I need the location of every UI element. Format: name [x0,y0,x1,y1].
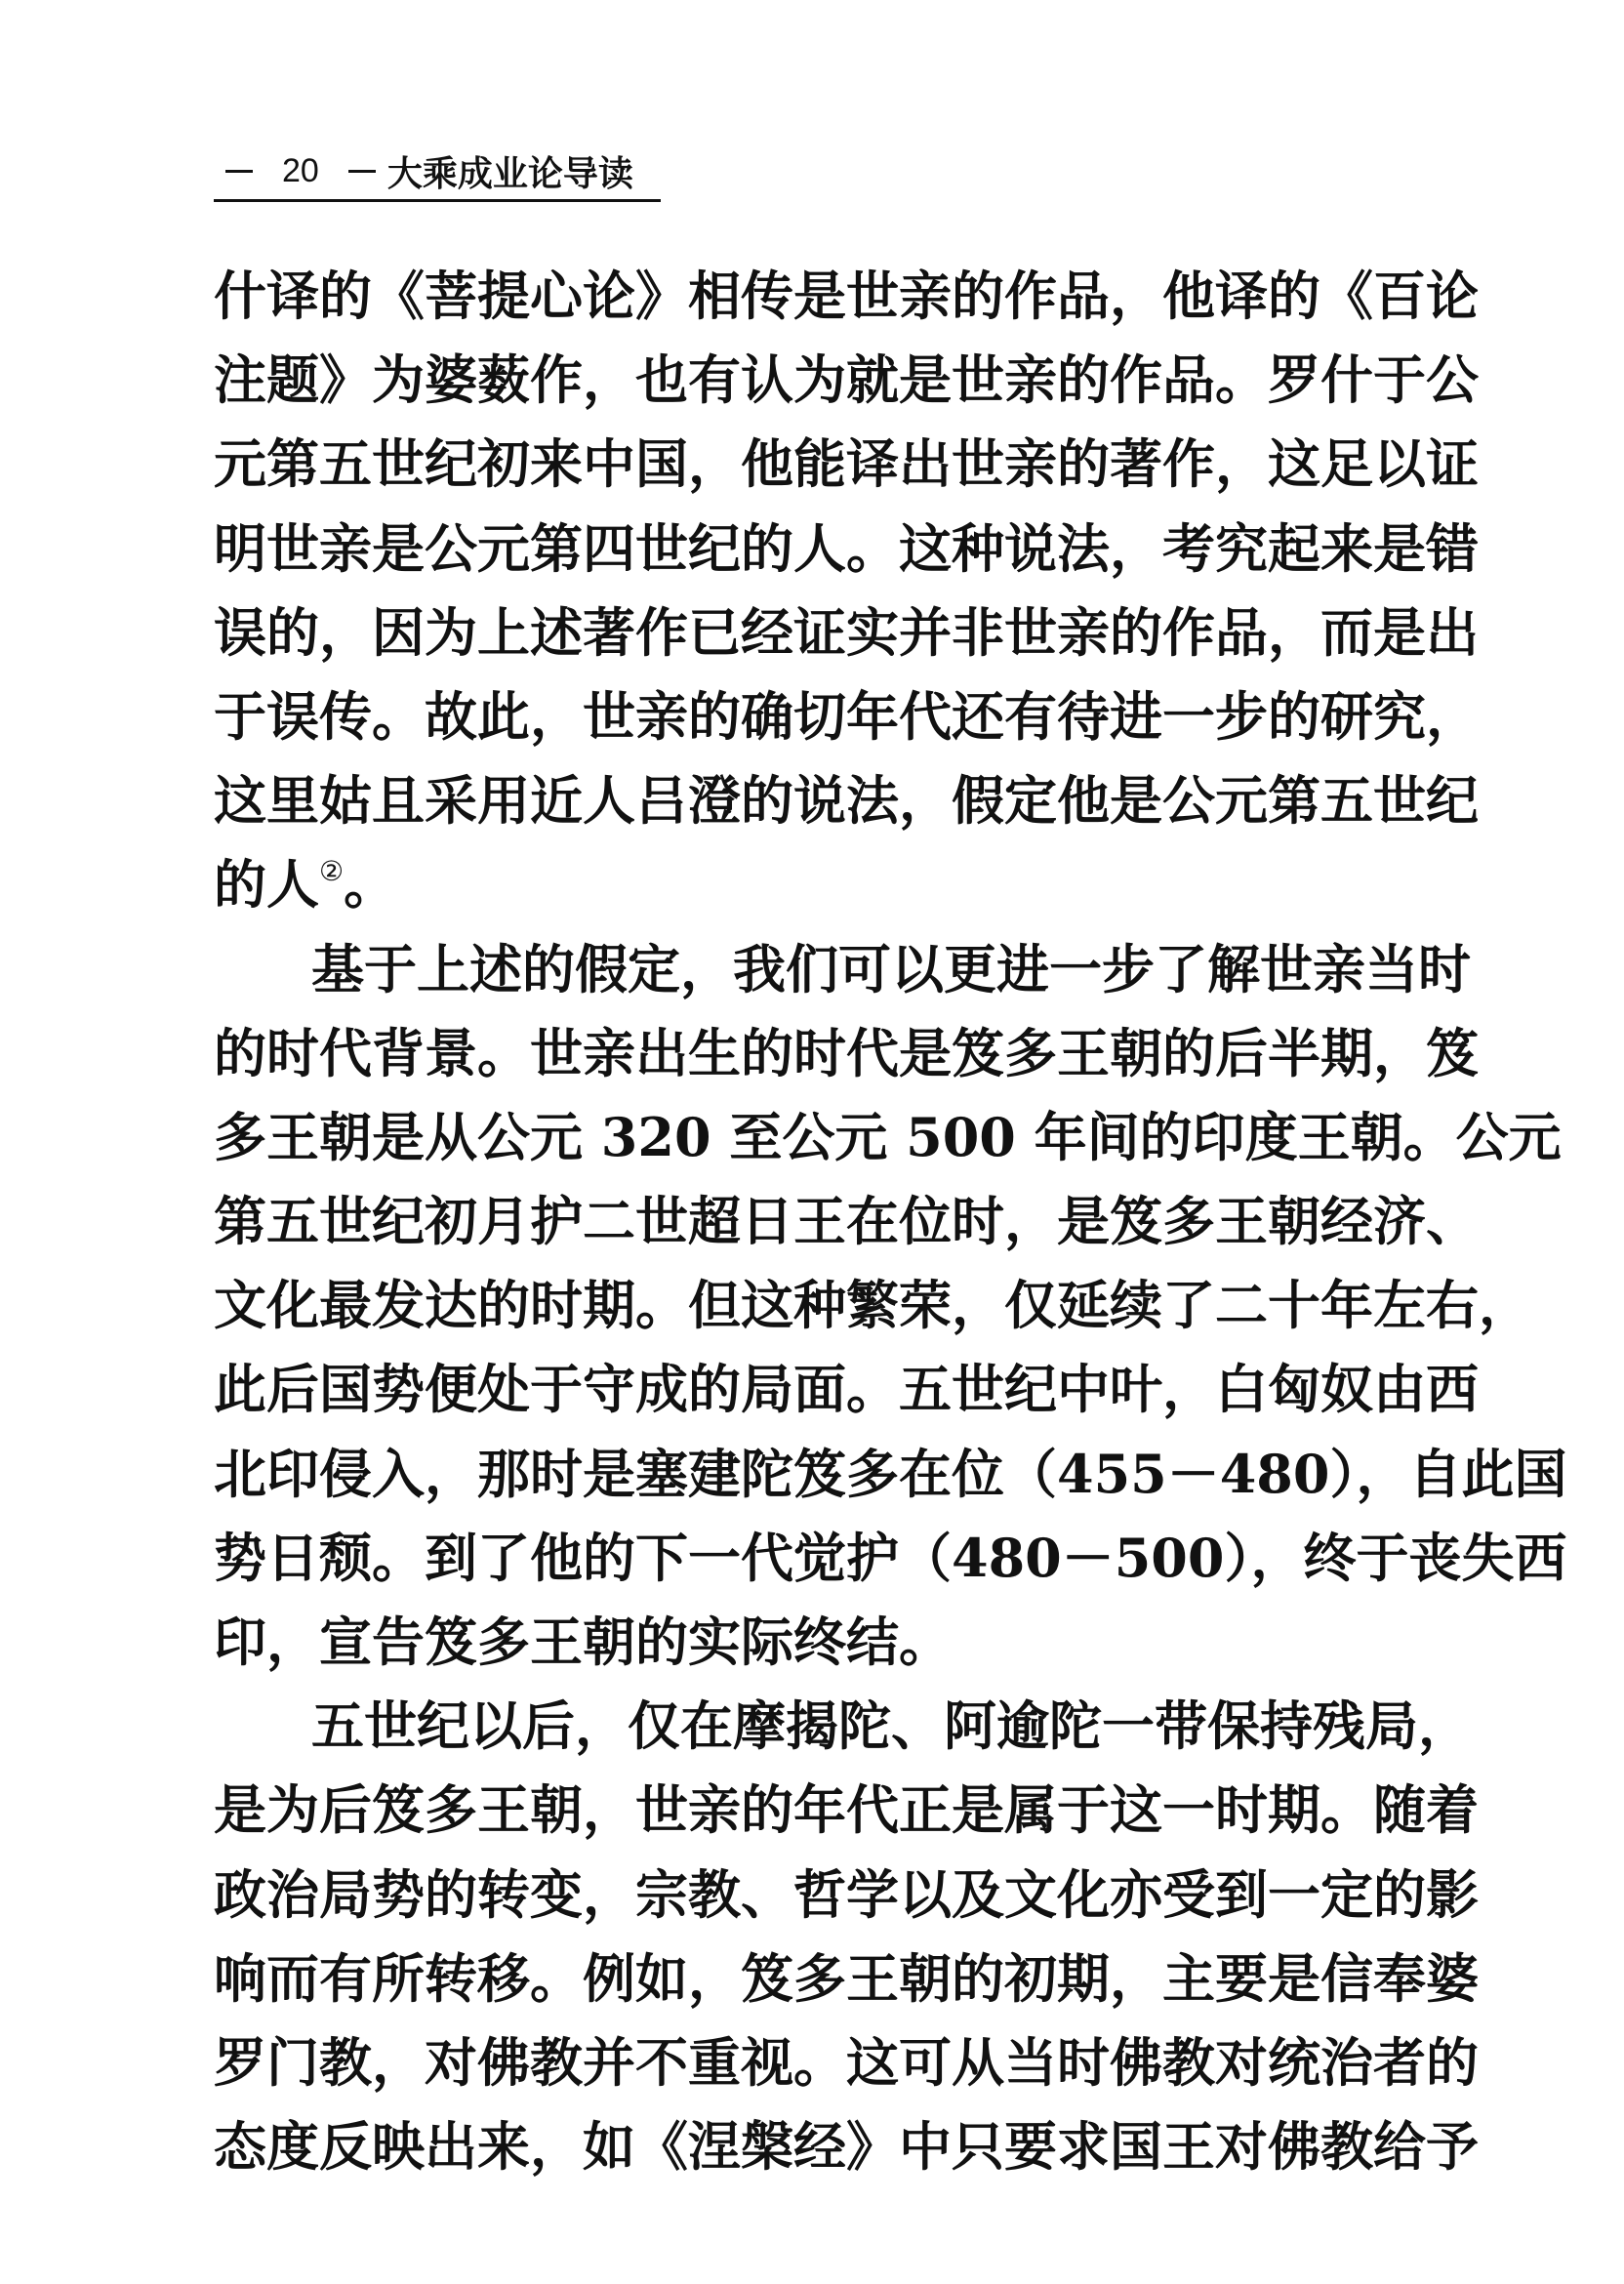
header-rule [214,199,661,202]
text-line: 的时代背景。世亲出生的时代是笈多王朝的后半期，笈 [214,1021,1479,1084]
book-title: 大乘成业论导读 [386,152,633,194]
text-line: 什译的《菩提心论》相传是世亲的作品，他译的《百论 [214,265,1479,327]
paragraph-first-line: 五世纪以后，仅在摩揭陀、阿逾陀一带保持残局， [311,1694,1471,1758]
text-line: 政治局势的转变，宗教、哲学以及文化亦受到一定的影 [214,1862,1479,1926]
dash [225,170,253,173]
text-line: 元第五世纪初来中国，他能译出世亲的著作，这足以证 [214,432,1479,496]
text-line: 势日颓。到了他的下一代觉护（480－500），终于丧失西 [214,1526,1567,1589]
paragraph-first-line: 基于上述的假定，我们可以更进一步了解世亲当时 [311,937,1471,1000]
dash [348,170,376,173]
text-fragment: 的人 [214,853,319,917]
text-line: 多王朝是从公元 320 至公元 500 年间的印度王朝。公元 [214,1105,1562,1168]
text-line: 注题》为婆薮作，也有认为就是世亲的作品。罗什于公 [214,348,1479,412]
text-line: 明世亲是公元第四世纪的人。这种说法，考究起来是错 [214,516,1479,580]
text-line: 北印侵入，那时是塞建陀笈多在位（455－480），自此国 [214,1442,1567,1505]
body-text [214,254,1567,2188]
text-line: 文化最发达的时期。但这种繁荣，仅延续了二十年左右， [214,1274,1531,1337]
text-fragment: 。 [344,853,397,917]
running-header [214,146,663,195]
text-line: 这里姑且采用近人吕澄的说法，假定他是公元第五世纪 [214,769,1479,833]
text-line: 响而有所转移。例如，笈多王朝的初期，主要是信奉婆 [214,1946,1479,2010]
text-line: 第五世纪初月护二世超日王在位时，是笈多王朝经济、 [214,1190,1479,1253]
text-line: 于误传。故此，世亲的确切年代还有待进一步的研究， [214,684,1479,748]
text-line [214,842,1420,926]
text-line: 印，宣告笈多王朝的实际终结。 [214,1611,952,1673]
text-line: 此后国势便处于守成的局面。五世纪中叶，白匈奴由西 [214,1358,1479,1421]
page-number: 20 [282,151,319,189]
text-line: 罗门教，对佛教并不重视。这可从当时佛教对统治者的 [214,2030,1479,2094]
text-line: 态度反映出来，如《涅槃经》中只要求国王对佛教给予 [214,2115,1479,2179]
text-line: 误的，因为上述著作已经证实并非世亲的作品，而是出 [214,600,1479,664]
text-line: 是为后笈多王朝，世亲的年代正是属于这一时期。随着 [214,1778,1479,1842]
footnote-marker[interactable]: ② [319,855,345,888]
